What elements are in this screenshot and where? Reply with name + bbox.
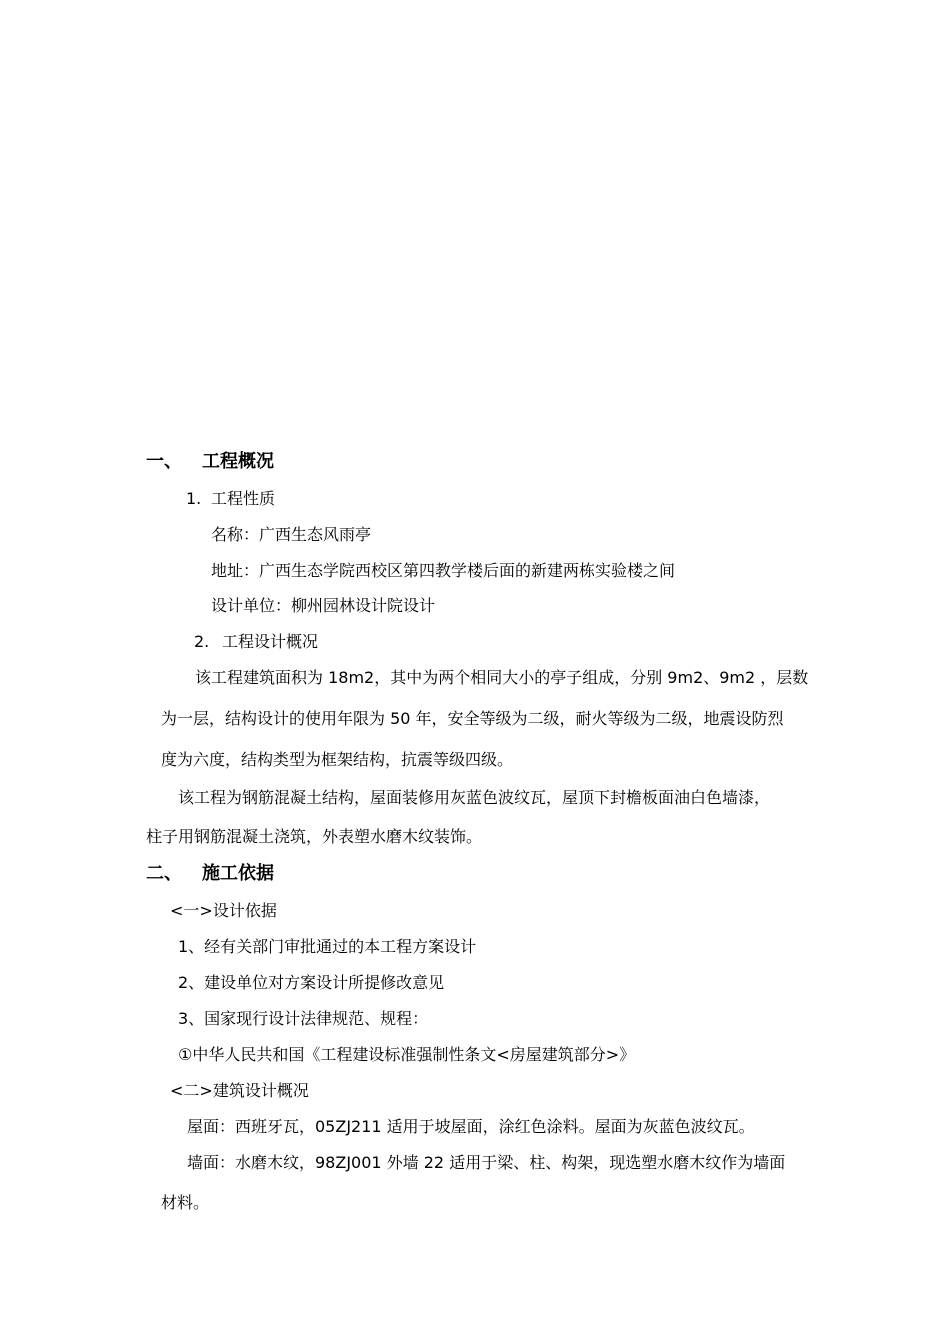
- item2-heading: [194, 632, 318, 652]
- design-overview-para1-line3: 度为六度，结构类型为框架结构，抗震等级四级。: [161, 750, 514, 769]
- design-basis-subheading: <一>设计依据: [170, 901, 277, 920]
- item1-title: 工程性质: [211, 489, 276, 508]
- architecture-overview-subheading: <二>建筑设计概况: [170, 1081, 309, 1100]
- section1-title: 工程概况: [202, 451, 274, 472]
- wall-line-2: 材料。: [161, 1193, 210, 1212]
- section2-number: 二、: [146, 863, 182, 884]
- roof-line: 屋面：西班牙瓦，05ZJ211 适用于坡屋面，涂红色涂料。屋面为灰蓝色波纹瓦。: [187, 1117, 755, 1136]
- structure-para-line1: 该工程为钢筋混凝土结构，屋面装修用灰蓝色波纹瓦，屋顶下封檐板面油白色墙漆，: [178, 788, 771, 807]
- section1-heading: [146, 451, 274, 473]
- section1-number: 一、: [146, 451, 182, 472]
- design-overview-para1-line2: 为一层，结构设计的使用年限为 50 年，安全等级为二级，耐火等级为二级，地震设防烈: [161, 709, 784, 728]
- design-unit-line: 设计单位：柳州园林设计院设计: [211, 596, 436, 615]
- design-basis-item-2: 2、建设单位对方案设计所提修改意见: [178, 973, 445, 992]
- item2-number: 2.: [194, 632, 210, 651]
- design-basis-item-1: 1、经有关部门审批通过的本工程方案设计: [178, 937, 477, 956]
- design-overview-para1-line1: 该工程建筑面积为 18m2，其中为两个相同大小的亭子组成，分别 9m2、9m2 ，层数: [195, 668, 809, 687]
- structure-para-line2: 柱子用钢筋混凝土浇筑，外表塑水磨木纹装饰。: [146, 827, 483, 846]
- project-address-line: 地址：广西生态学院西校区第四教学楼后面的新建两栋实验楼之间: [211, 561, 676, 580]
- item1-number: 1.: [186, 489, 202, 508]
- design-basis-item-3-sub: ①中华人民共和国《工程建设标准强制性条文<房屋建筑部分>》: [178, 1045, 636, 1064]
- design-basis-item-3: 3、国家现行设计法律规范、规程：: [178, 1009, 429, 1028]
- wall-line-1: 墙面：水磨木纹，98ZJ001 外墙 22 适用于梁、柱、构架，现选塑水磨木纹作为墙面: [187, 1153, 786, 1172]
- item1-heading: [186, 489, 275, 509]
- item2-title: 工程设计概况: [222, 632, 319, 651]
- project-name-line: 名称：广西生态风雨亭: [211, 525, 372, 544]
- section2-heading: [146, 863, 274, 885]
- section2-title: 施工依据: [202, 863, 274, 884]
